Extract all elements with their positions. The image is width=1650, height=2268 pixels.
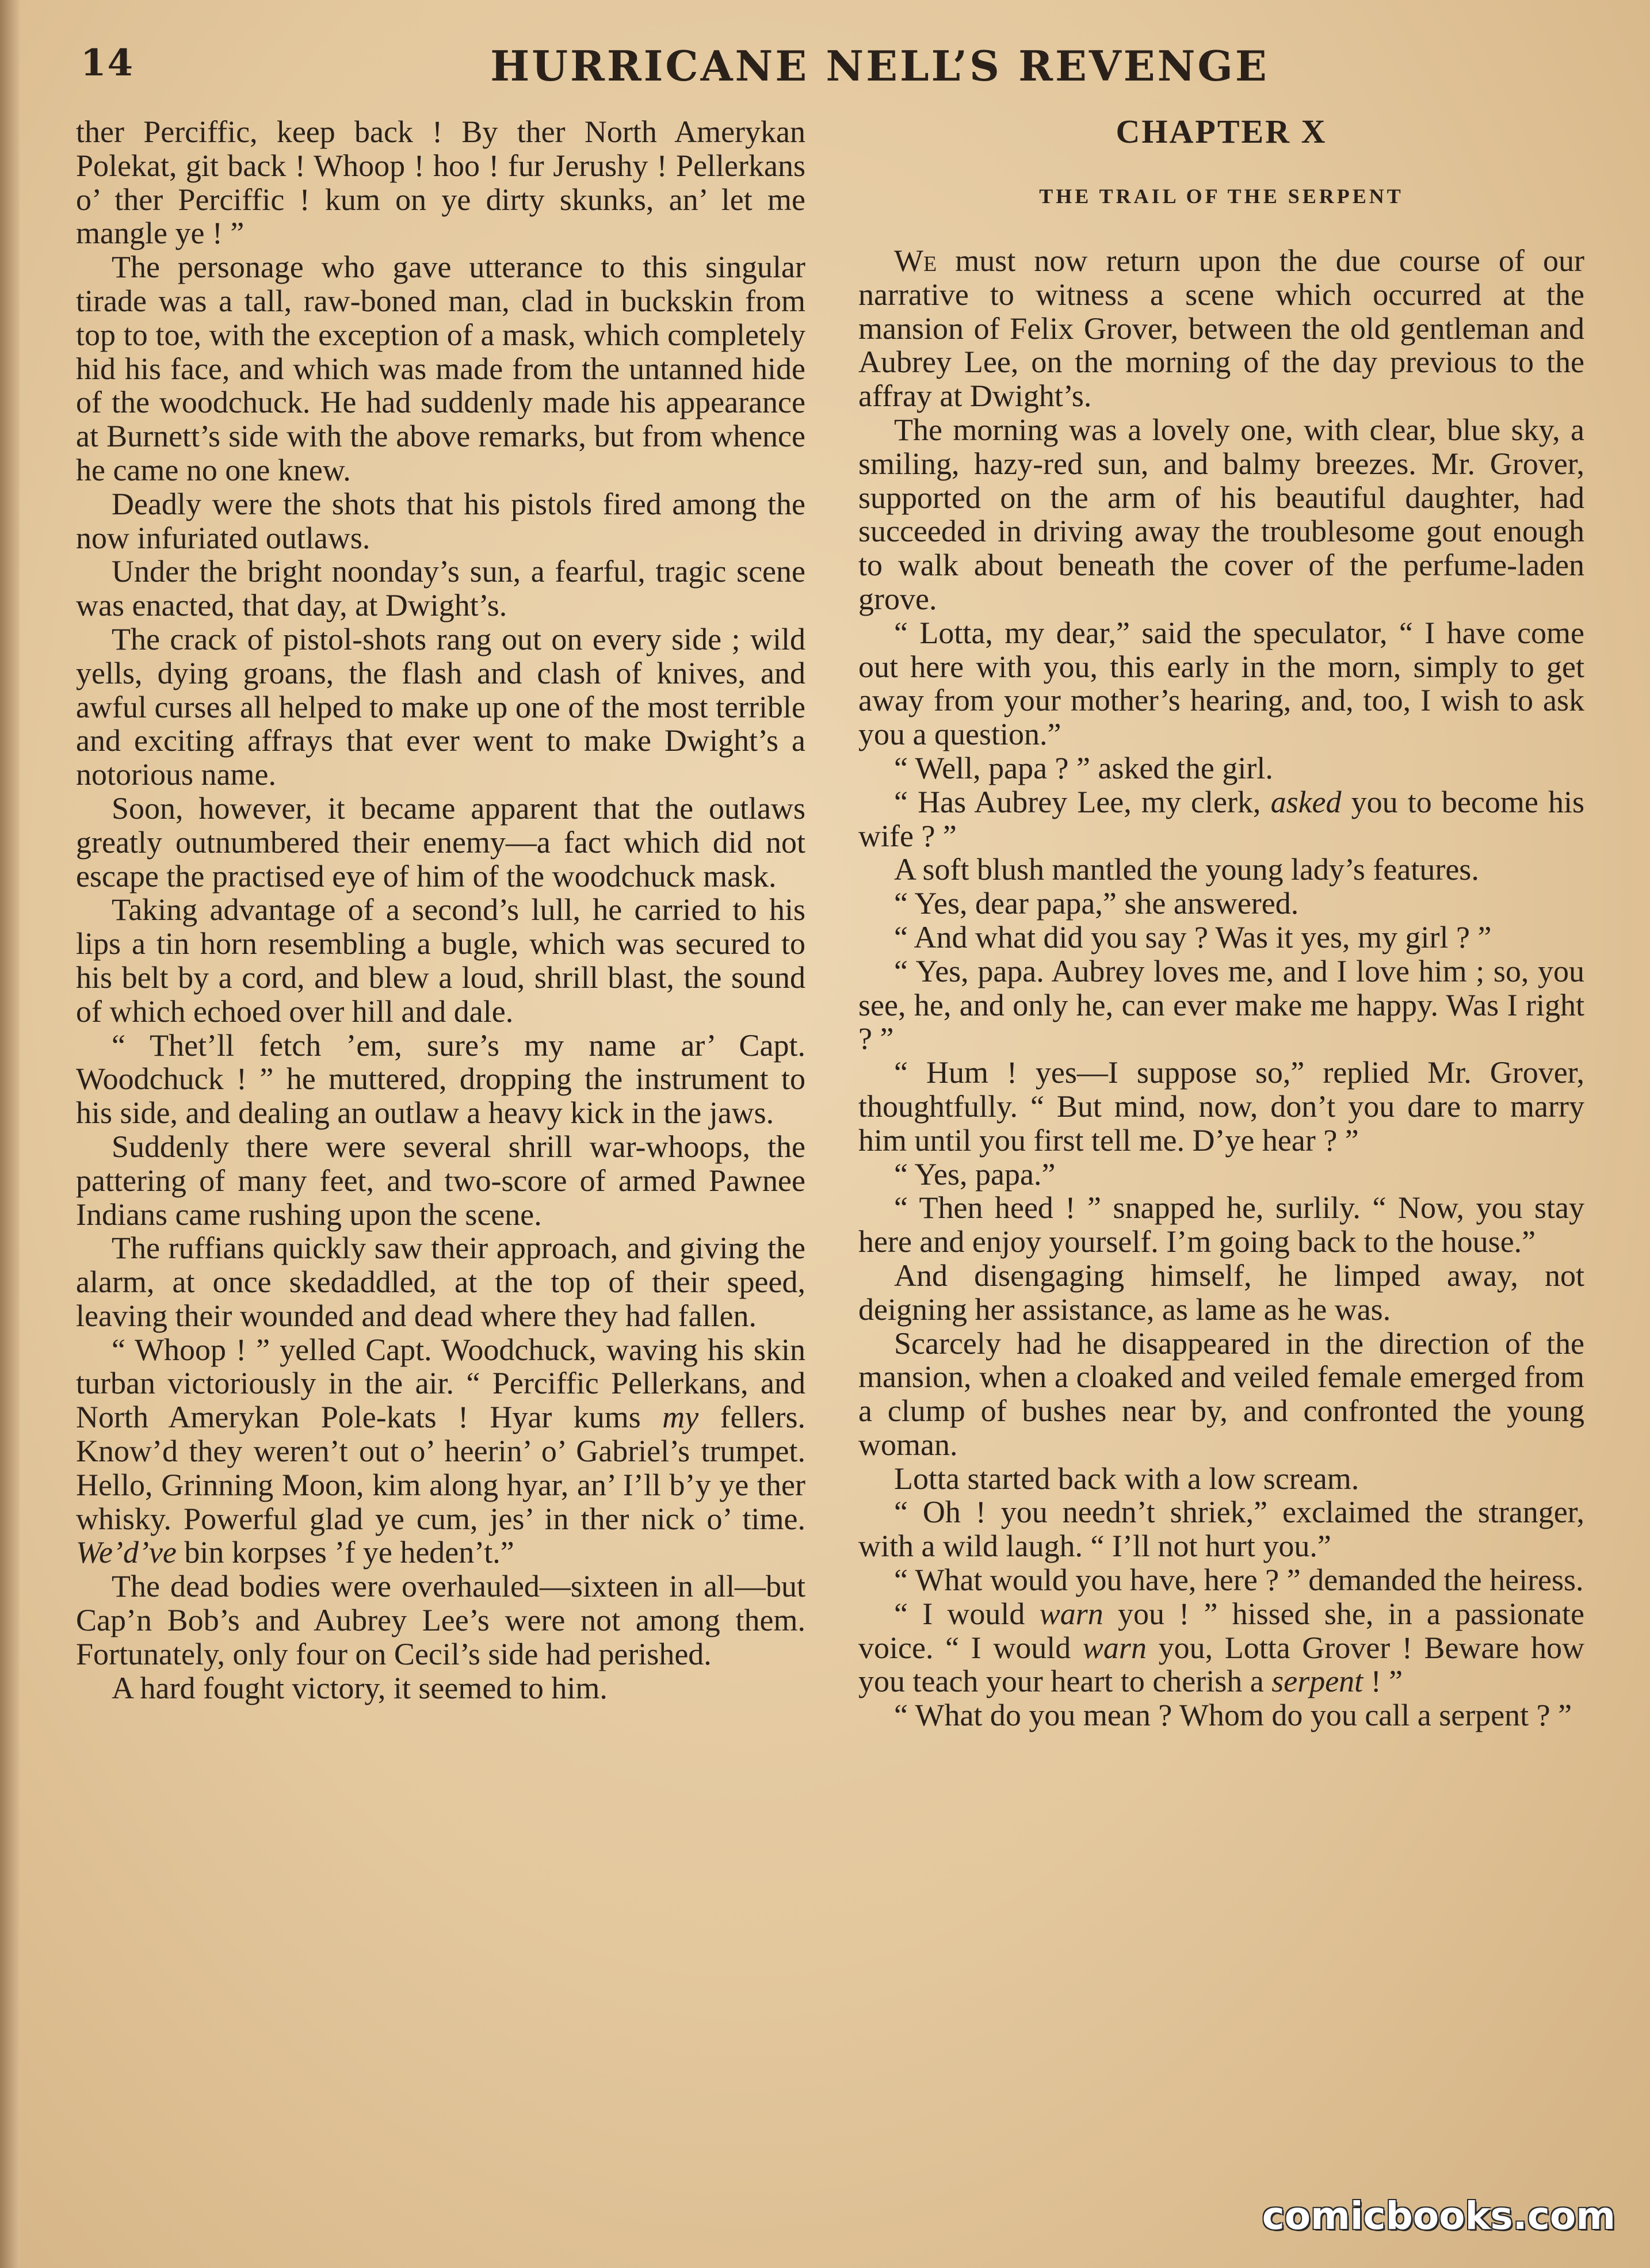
paragraph — [858, 1597, 1584, 1698]
italic-run: serpent — [1271, 1664, 1363, 1699]
paragraph: “ Well, papa ? ” asked the girl. — [894, 750, 1273, 785]
opening-paragraph — [858, 244, 1584, 413]
paragraph: The ruffians quickly saw their approach, and giving the alarm, at once skedaddled, at the top of their speed, leaving their wounded and dead where they had fallen. — [76, 1231, 805, 1333]
paragraph: Taking advantage of a second’s lull, he carried to his lips a tin horn resembling a bugle, which was secured to his belt by a cord, and blew a loud, shrill blast, the sound of which echoed over hill and dale. — [76, 892, 805, 1029]
chapter-subtitle: THE TRAIL OF THE SERPENT — [1039, 185, 1404, 208]
paragraph: “ Yes, papa.” — [894, 1156, 1056, 1192]
paragraph: “ Lotta, my dear,” said the speculator, “ I have come out here with you, this early in the morn, simply to get away from your mother’s hearing, and, too, I wish to ask you a question.” — [858, 615, 1584, 752]
left-column — [76, 115, 805, 1705]
paragraph: Scarcely had he disappeared in the direction of the mansion, when a cloaked and veiled female emerged from a clump of bushes near by, and confronted the young woman. — [858, 1326, 1584, 1462]
text-run: “ Whoop ! ” yelled Capt. Woodchuck, waving his skin turban victoriously in the air. “ Perciffic Pellerkans, and North Amerykan Pole-kats ! Hyar kums — [76, 1332, 805, 1435]
paragraph: The dead bodies were overhauled—sixteen in all—but Cap’n Bob’s and Aubrey Lee’s were not among them. Fortunately, only four on Cecil’s side had perished. — [76, 1569, 805, 1671]
right-column — [858, 115, 1584, 1732]
page-number: 14 — [81, 41, 135, 85]
paragraph: The morning was a lovely one, with clear, blue sky, a smiling, hazy-red sun, and balmy breezes. Mr. Grover, supported on the arm of his beautiful daughter, had succeeded in driving away the troublesome gout enough to walk about beneath the cover of the perfume-laden grove. — [858, 412, 1584, 616]
italic-run: We’d’ve — [76, 1535, 177, 1570]
paragraph: The personage who gave utterance to this singular tirade was a tall, raw-boned man, clad in buckskin from top to toe, with the exception of a mask, which completely hid his face, and which was made from the untanned hide of the woodchuck. He had suddenly made his appearance at Burnett’s side with the above remarks, but from whence he came no one knew. — [76, 250, 805, 487]
paragraph: “ Hum ! yes—I suppose so,” replied Mr. Grover, thoughtfully. “ But mind, now, don’t you dare to marry him until you first tell me. D’ye hear ? ” — [858, 1055, 1584, 1158]
paragraph: Suddenly there were several shrill war-whoops, the pattering of many feet, and two-score of armed Pawnee Indians came rushing upon the scene. — [76, 1129, 805, 1232]
paragraph: “ And what did you say ? Was it yes, my girl ? ” — [894, 919, 1492, 954]
book-spine-shadow — [0, 0, 20, 2268]
italic-run: my — [662, 1400, 699, 1435]
italic-run: warn — [1082, 1630, 1147, 1665]
italic-run: asked — [1270, 784, 1342, 819]
text-run: fellers. Know’d they weren’t out o’ heerin’ o’ Gabriel’s trumpet. Hello, Grinning Moon, kim along hyar, an’ I’ll b’y ye ther whisky. Powerful glad ye cum, jes’ in ther nick o’ time. — [76, 1400, 806, 1536]
paragraph: A soft blush mantled the young lady’s features. — [894, 852, 1479, 887]
paragraph — [858, 785, 1584, 853]
text-run: you to become his wife ? ” — [858, 784, 1584, 853]
paragraph: “ What would you have, here ? ” demanded the heiress. — [894, 1563, 1584, 1598]
paragraph: Deadly were the shots that his pistols fired among the now infuriated outlaws. — [76, 486, 805, 555]
running-title: HURRICANE NELL’S REVENGE — [490, 41, 1269, 90]
paragraph: “ Yes, dear papa,” she answered. — [894, 886, 1299, 921]
text-run: you, Lotta Grover ! Beware how you teach your heart to cherish a — [858, 1630, 1584, 1699]
site-watermark: comicbooks.com — [1262, 2194, 1615, 2238]
text-run: must now return upon the due course of our narrative to witness a scene which occurred at the mansion of Felix Grover, between the old gentleman and Aubrey Lee, on the morning of the day previous to the affray at Dwight’s. — [858, 243, 1584, 414]
paragraph: “ Oh ! you needn’t shriek,” exclaimed the stranger, with a wild laugh. “ I’ll not hurt you.” — [858, 1495, 1584, 1564]
paragraph: A hard fought victory, it seemed to him. — [112, 1670, 608, 1705]
paragraph: Lotta started back with a low scream. — [894, 1461, 1359, 1496]
paragraph: The crack of pistol-shots rang out on every side ; wild yells, dying groans, the flash and clash of knives, and awful curses all helped to make up one of the most terrible and exciting affrays that ever went to make Dwight’s a notorious name. — [76, 621, 805, 792]
text-run: ! ” — [1363, 1664, 1403, 1699]
text-run: “ I would — [894, 1596, 1040, 1631]
paragraph: “ What do you mean ? Whom do you call a serpent ? ” — [894, 1698, 1572, 1733]
chapter-title: CHAPTER X — [1116, 113, 1327, 150]
paragraph: And disengaging himself, he limped away, not deigning her assistance, as lame as he was. — [858, 1258, 1584, 1327]
paragraph: “ Then heed ! ” snapped he, surlily. “ Now, you stay here and enjoy yourself. I’m going back to the house.” — [858, 1190, 1584, 1259]
text-run: you ! ” hissed she, in a passionate voice. “ I would — [858, 1596, 1585, 1665]
text-run: bin korpses ’f ye heden’t.” — [176, 1535, 514, 1570]
paragraph: Under the bright noonday’s sun, a fearful, tragic scene was enacted, that day, at Dwight’s. — [76, 554, 805, 623]
paragraph: “ Yes, papa. Aubrey loves me, and I love him ; so, you see, he, and only he, can ever make me happy. Was I right ? ” — [858, 953, 1584, 1056]
paragraph: “ Thet’ll fetch ’em, sure’s my name ar’ Capt. Woodchuck ! ” he muttered, dropping the instrument to his side, and dealing an outlaw a heavy kick in the jaws. — [76, 1028, 805, 1131]
paragraph — [76, 1333, 805, 1570]
paragraph: Soon, however, it became apparent that the outlaws greatly outnumbered their enemy—a fact which did not escape the practised eye of him of the woodchuck mask. — [76, 791, 805, 894]
opening-word: We — [894, 243, 937, 278]
paragraph: ther Perciffic, keep back ! By ther North Amerykan Polekat, git back ! Whoop ! hoo ! fur Jerushy ! Pellerkans o’ ther Perciffic ! kum on ye dirty skunks, an’ let me mangle ye ! ” — [76, 114, 805, 251]
italic-run: warn — [1039, 1596, 1103, 1631]
text-run: “ Has Aubrey Lee, my clerk, — [894, 784, 1271, 819]
